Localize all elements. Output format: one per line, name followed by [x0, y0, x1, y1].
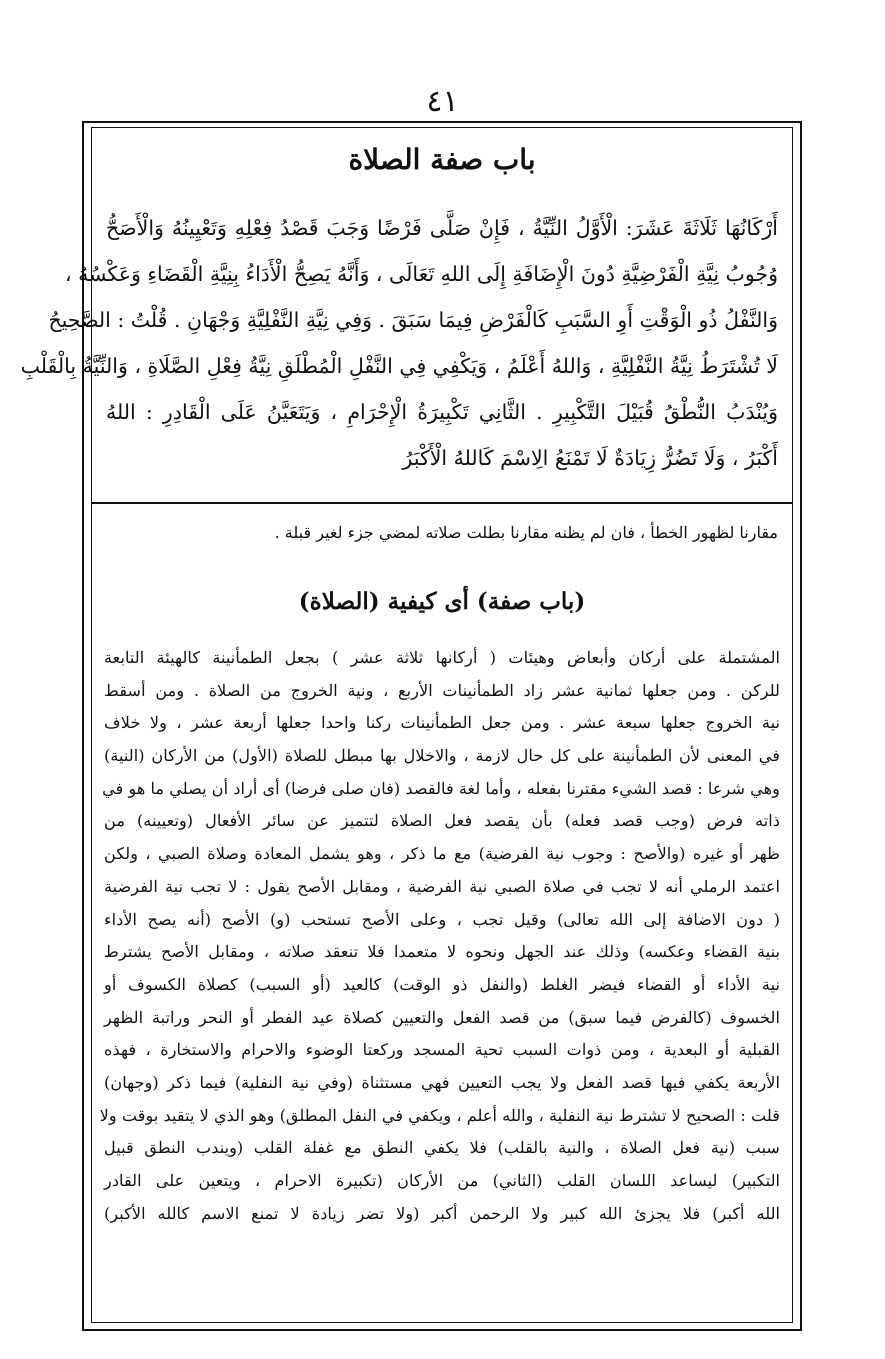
sharh-line: بنية القضاء وعكسه) وذلك عند الجهل ونحوه لا متعمدا فلا تنعقد صلاته ، ومقابل الأصح يشترط	[104, 942, 780, 962]
sharh-line: نية الأداء أو القضاء فيضر الغلط (والنفل ذو الوقت) كالعيد (أو السبب) كصلاة الكسوف أو	[104, 974, 780, 994]
sharh-line: وهي شرعا : قصد الشيء مقترنا بفعله ، وأما لغة فالقصد (فان صلى فرضا) أى أراد أن يصلي ما هو في	[102, 778, 780, 798]
sharh-line: ذاته فرض (وجب قصد فعله) بأن يقصد فعل الصلاة لتتميز عن سائر الأفعال (وتعيينه) من	[104, 811, 780, 831]
matn-line: أَرْكَانُهَا ثَلَاثَةَ عَشَرَ: الْأَوَّلُ النِّيَّةُ ، فَإِنْ صَلَّى فَرْضًا وَجَبَ قَصْدُ فِعْلِهِ وَتَعْيِينُهُ وَالْأَصَحُّ	[106, 216, 778, 240]
sharh-line: قلت : الصحيح لا تشترط نية النفلية ، والله أعلم ، ويكفي في النفل المطلق) وهو الذي لا يتقيد بوقت ولا	[99, 1105, 780, 1125]
footnote: مقارنا لظهور الخطأ ، فان لم يظنه مقارنا بطلت صلاته لمضي جزء لغير قبلة .	[274, 523, 778, 542]
matn-text	[20, 205, 778, 481]
sharh-line: سبب (نية فعل الصلاة ، والنية بالقلب) فلا يكفي النطق مع غفلة القلب (ويندب النطق قبيل	[104, 1138, 780, 1158]
sharh-line: الخسوف (كالفرض فيما سبق) من قصد الفعل والتعيين كصلاة عيد الفطر أو النحر وراتبة الظهر	[104, 1007, 780, 1027]
sharh-line: ( دون الاضافة إلى الله تعالى) وقيل تجب ، وعلى الأصح تستحب (و) الأصح (أنه يصح الأداء	[104, 909, 780, 929]
sharh-line: التكبير) ليساعد اللسان القلب (الثاني) من الأركان (تكبيرة الاحرام ، ويتعين على القادر	[104, 1171, 780, 1190]
matn-line: وُجُوبُ نِيَّةِ الْفَرْضِيَّةِ دُونَ الْإِضَافَةِ إِلَى اللهِ تَعَالَى ، وَأَنَّهُ يَصِحُّ الْأَدَاءُ بِنِيَّةِ الْقَضَاءِ وَعَكْسُهُ ،	[65, 262, 778, 286]
sharh-line: المشتملة على أركان وأبعاض وهيئات ( أركانها ثلاثة عشر ) بجعل الطمأنينة كالهيئة التابعة	[104, 648, 780, 667]
sharh-text	[99, 642, 780, 1230]
sharh-line: اعتمد الرملي أنه لا تجب في صلاة الصبي نية الفرضية ، ومقابل الأصح يقول : لا تجب نية الفرضية	[104, 876, 780, 896]
sharh-line: القبلية أو البعدية ، ومن ذوات السبب تحية المسجد وركعتا الوضوء والاحرام والاستخارة ، فهذه	[104, 1040, 780, 1060]
sharh-title: (باب صفة) أى كيفية (الصلاة)	[298, 588, 586, 615]
sharh-line: ظهر أو غيره (والأصح : وجوب نية الفرضية) مع ما ذكر ، وهو يشمل المعادة وصلاة الصبي ، ولكن	[104, 844, 780, 864]
sharh-line: الله أكبر) فلا يجزئ الله كبير ولا الرحمن أكبر (ولا تضر زيادة لا تمنع الاسم كالله الأكبر)	[104, 1203, 780, 1223]
matn-line: لَا تُشْتَرَطُ نِيَّةُ النَّفْلِيَّةِ ، وَاللهُ أَعْلَمُ ، وَيَكْفِي فِي النَّفْلِ الْمُطْلَقِ نِيَّةُ فِعْلِ الصَّلَاةِ ، وَالنِّيَّةُ بِالْقَلْبِ	[20, 354, 778, 378]
matn-line: وَالنَّفْلُ ذُو الْوَقْتِ أَوِ السَّبَبِ كَالْفَرْضِ فِيمَا سَبَقَ . وَفِي نِيَّةِ النَّفْلِيَّةِ وَجْهَانِ . قُلْتُ : الصَّحِيحُ	[48, 308, 778, 332]
sharh-line: نية الخروج جعلها سبعة عشر . ومن جعل الطمأنينات ركنا واحدا جعلها أربعة عشر ، ولا خلاف	[104, 713, 780, 733]
sharh-line: الأربعة يكفي فيها قصد الفعل ولا يجب التعيين فهي مستثناة (وفي نية النفلية) فيما ذكر (وجهان)	[104, 1072, 780, 1092]
page-number: ٤١	[426, 84, 459, 119]
matn-line: وَيُنْدَبُ النُّطْقُ قُبَيْلَ التَّكْبِيرِ . الثَّانِي تَكْبِيرَةُ الْإِحْرَامِ ، وَيَتَعَيَّنُ عَلَى الْقَادِرِ : اللهُ	[106, 400, 778, 424]
matn-title: باب صفة الصلاة	[348, 143, 536, 176]
matn-line: أَكْبَرُ ، وَلَا تَضُرُّ زِيَادَةٌ لَا تَمْنَعُ الِاسْمَ كَاللهُ الْأَكْبَرُ	[402, 446, 778, 470]
section-divider	[91, 502, 793, 504]
sharh-line: في المعنى لأن الطمأنينة على كل حال لازمة ، والاخلال بها مبطل للصلاة (الأول) من الأركان (النية)	[104, 746, 780, 766]
sharh-line: للركن . ومن جعلها ثمانية عشر زاد الطمأنينات الأربع ، ونية الخروج من الصلاة . ومن أسقط	[104, 680, 780, 700]
